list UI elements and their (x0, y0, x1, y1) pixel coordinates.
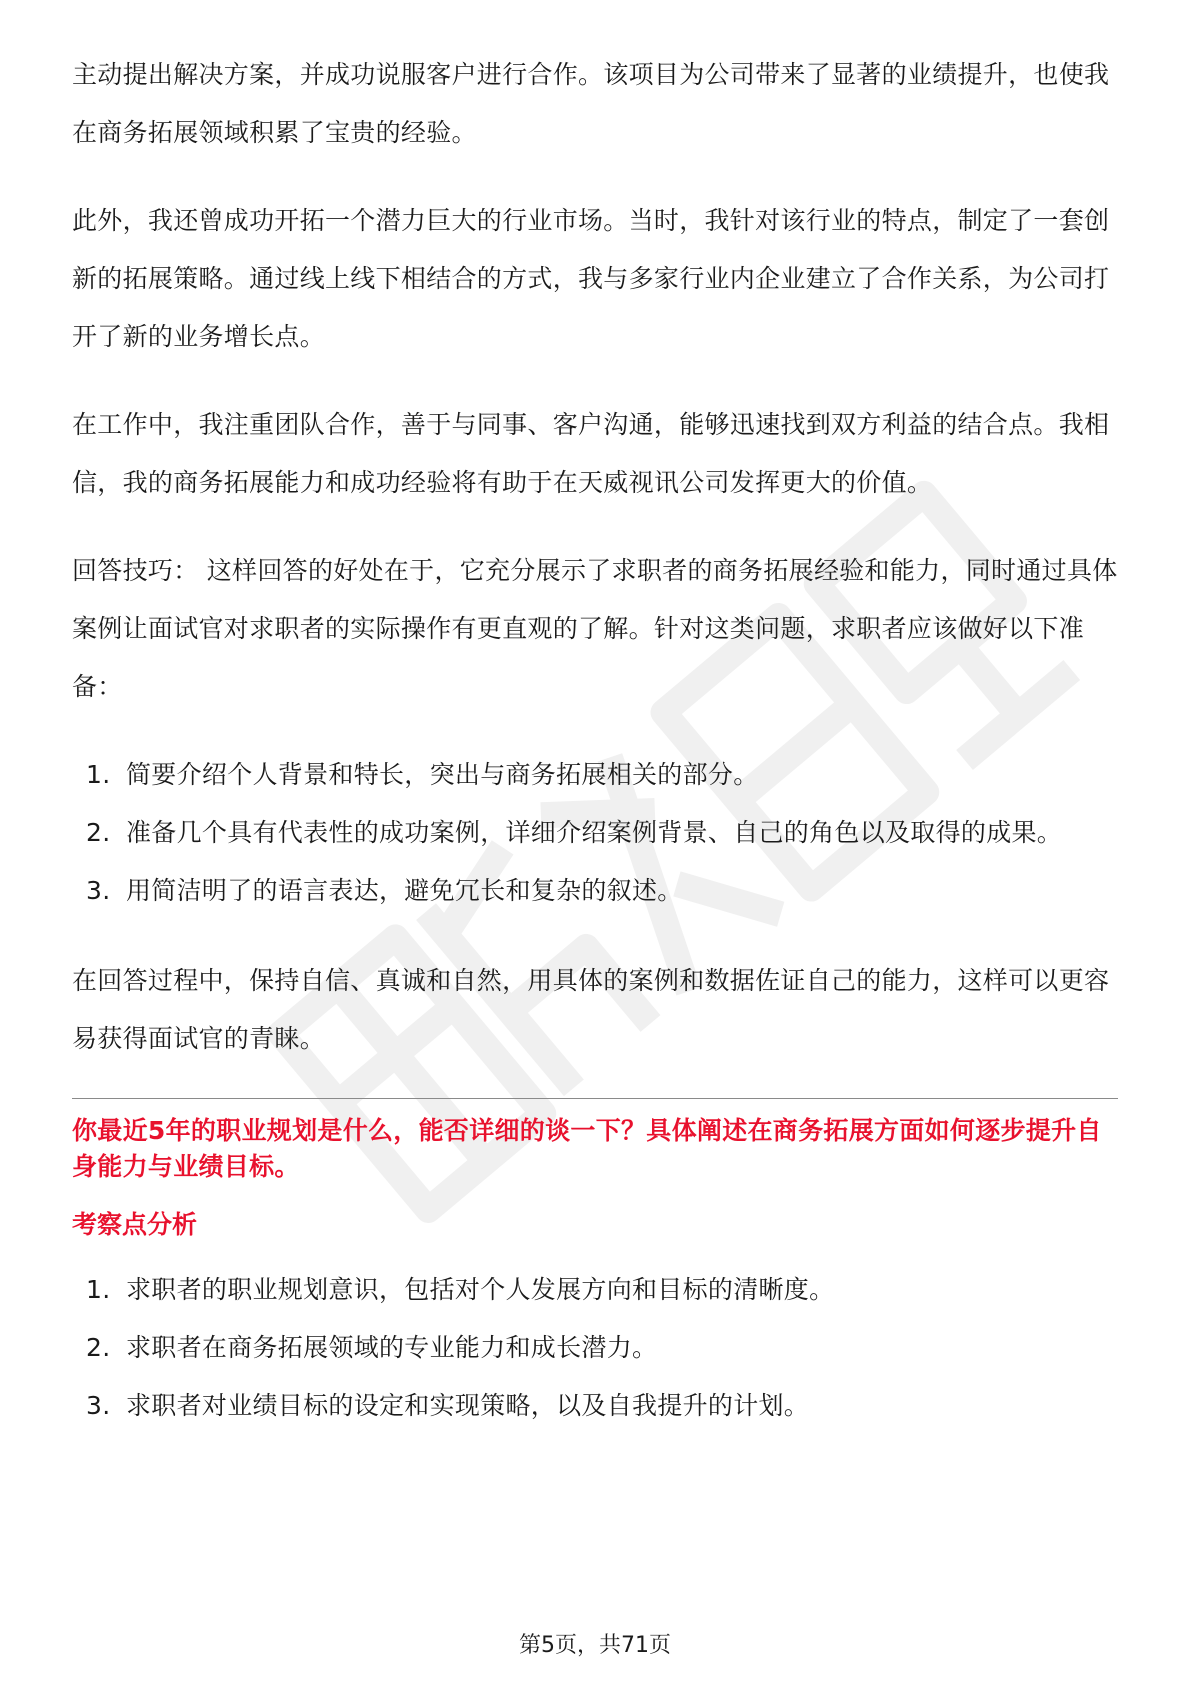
section-divider (72, 1098, 1118, 1099)
body-paragraph: 在工作中，我注重团队合作，善于与同事、客户沟通，能够迅速找到双方利益的结合点。我相信，我的商务拓展能力和成功经验将有助于在天威视讯公司发挥更大的价值。 (72, 410, 1110, 497)
body-paragraph: 主动提出解决方案，并成功说服客户进行合作。该项目为公司带来了显著的业绩提升，也使我在商务拓展领域积累了宝贵的经验。 (72, 60, 1110, 147)
list-item (72, 862, 1118, 920)
list-number: 1. (86, 1275, 111, 1304)
list-item (72, 1261, 1118, 1319)
list-item-text: 求职者在商务拓展领域的专业能力和成长潜力。 (126, 1333, 658, 1362)
tips-list (72, 746, 1118, 920)
list-item (72, 1377, 1118, 1435)
page-footer: 第5页，共71页 (519, 1633, 671, 1658)
list-item (72, 1319, 1118, 1377)
answer-tips-paragraph: 回答技巧： 这样回答的好处在于，它充分展示了求职者的商务拓展经验和能力，同时通过具体案例让面试官对求职者的实际操作有更直观的了解。针对这类问题，求职者应该做好以下准备： (72, 556, 1118, 701)
list-item-text: 简要介绍个人背景和特长，突出与商务拓展相关的部分。 (126, 760, 759, 789)
list-item-text: 求职者对业绩目标的设定和实现策略，以及自我提升的计划。 (126, 1391, 810, 1420)
list-number: 3. (86, 876, 111, 905)
list-number: 2. (86, 1333, 111, 1362)
list-item-text: 用简洁明了的语言表达，避免冗长和复杂的叙述。 (126, 876, 683, 905)
list-number: 3. (86, 1391, 111, 1420)
list-item-text: 准备几个具有代表性的成功案例，详细介绍案例背景、自己的角色以及取得的成果。 (126, 818, 1063, 847)
list-number: 2. (86, 818, 111, 847)
list-item (72, 746, 1118, 804)
list-item (72, 804, 1118, 862)
analysis-list (72, 1261, 1118, 1435)
body-paragraph: 此外，我还曾成功开拓一个潜力巨大的行业市场。当时，我针对该行业的特点，制定了一套创新的拓展策略。通过线上线下相结合的方式，我与多家行业内企业建立了合作关系，为公司打开了新的业务增长点。 (72, 206, 1110, 351)
interview-question: 你最近5年的职业规划是什么，能否详细的谈一下？具体阐述在商务拓展方面如何逐步提升自身能力与业绩目标。 (72, 1116, 1102, 1181)
analysis-heading: 考察点分析 (72, 1210, 198, 1239)
closing-paragraph: 在回答过程中，保持自信、真诚和自然，用具体的案例和数据佐证自己的能力，这样可以更容易获得面试官的青睐。 (72, 966, 1110, 1053)
list-number: 1. (86, 760, 111, 789)
main-content (72, 46, 1118, 1467)
list-item-text: 求职者的职业规划意识，包括对个人发展方向和目标的清晰度。 (126, 1275, 835, 1304)
